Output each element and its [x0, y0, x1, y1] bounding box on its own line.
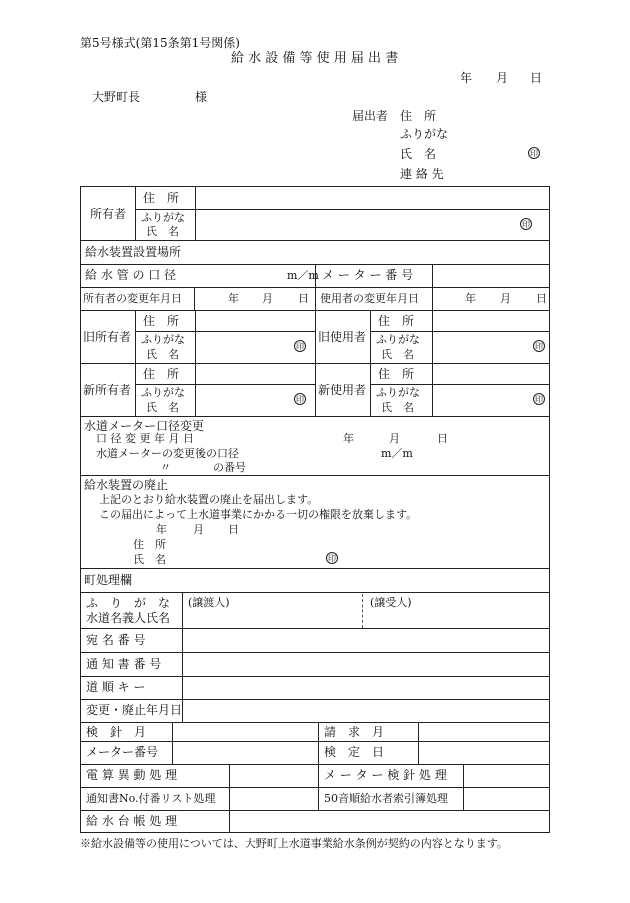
abolition-name-label: 氏 名 [133, 553, 166, 566]
transferor-label: (譲渡人) [188, 596, 230, 609]
owner-seal-icon: 印 [522, 220, 530, 229]
abolition-address-label: 住 所 [133, 538, 166, 551]
new-owner-seal-icon: 印 [296, 395, 304, 404]
owner-change-day: 日 [298, 292, 309, 305]
transferee-label: (譲受人) [370, 596, 412, 609]
meter-new-diameter-unit: m／m [381, 447, 413, 460]
inspection-date-label: 検 定 日 [324, 745, 385, 759]
form-title: 給 水 設 備 等 使 用 届 出 書 [231, 51, 399, 66]
old-user-label: 旧使用者 [318, 330, 367, 344]
applicant-seal-icon: 印 [530, 149, 538, 158]
new-user-seal-icon: 印 [535, 395, 543, 404]
abolition-day: 日 [228, 523, 239, 536]
owner-name-label: 氏 名 [146, 225, 179, 238]
old-user-furigana-label: ふりがな [376, 333, 420, 346]
meter-reading-processing-label: メ ー タ ー 検 針 処 理 [324, 768, 447, 782]
abolition-month: 月 [193, 523, 204, 536]
office-section-title: 町処理欄 [84, 573, 133, 587]
honorific: 様 [195, 90, 208, 104]
holder-name-label: 水道名義人氏名 [86, 611, 171, 625]
footer-note: ※給水設備等の使用については、大野町上水道事業給水条例が契約の内容となります。 [80, 837, 508, 850]
old-owner-address-label: 住 所 [143, 314, 180, 328]
date-year-label: 年 [460, 71, 473, 85]
installation-site-label: 給水装置設置場所 [85, 245, 182, 259]
reading-month-label: 検 針 月 [86, 725, 147, 739]
applicant-name-label: 氏 名 [400, 147, 437, 161]
owner-address-label: 住 所 [143, 191, 180, 205]
meter-change-date-label: 口 径 変 更 年 月 日 [96, 432, 194, 445]
route-key-label: 道 順 キ ー [86, 680, 146, 694]
holder-furigana-label: ふ り が な [86, 596, 171, 610]
old-owner-seal-icon: 印 [296, 342, 304, 351]
meter-change-title: 水道メーター口径変更 [84, 419, 205, 433]
meter-number-office-label: メーター番号 [86, 745, 159, 759]
old-user-name-label: 氏 名 [381, 348, 414, 361]
old-user-seal-icon: 印 [535, 342, 543, 351]
new-user-address-label: 住 所 [378, 367, 415, 381]
computer-processing-label: 電 算 異 動 処 理 [86, 768, 178, 782]
old-user-address-label: 住 所 [378, 314, 415, 328]
abolition-text-1: 上記のとおり給水装置の廃止を届出します。 [99, 493, 319, 506]
abolition-text-2: この届出によって上水道事業にかかる一切の権限を放棄します。 [99, 508, 418, 521]
new-user-furigana-label: ふりがな [376, 386, 420, 399]
index-book-processing-label: 50音順給水者索引簿処理 [324, 792, 448, 805]
applicant-label: 届出者 [352, 109, 389, 123]
meter-change-month: 月 [389, 432, 400, 445]
new-owner-address-label: 住 所 [143, 367, 180, 381]
new-owner-name-label: 氏 名 [146, 401, 179, 414]
user-change-month: 月 [500, 292, 511, 305]
meter-new-number-label: の番号 [213, 461, 246, 474]
pipe-diameter-label: 給 水 管 の 口 径 [85, 268, 177, 282]
meter-new-diameter-label: 水道メーターの変更後の口径 [96, 447, 239, 460]
date-month-label: 月 [496, 71, 509, 85]
abolition-title: 給水装置の廃止 [84, 478, 169, 492]
abolition-year: 年 [156, 523, 167, 536]
old-owner-label: 旧所有者 [83, 330, 132, 344]
form-number: 第5号様式(第15条第1号関係) [80, 36, 240, 50]
notice-list-processing-label: 通知書No.付番リスト処理 [86, 792, 216, 805]
notice-number-label: 通 知 書 番 号 [86, 657, 162, 671]
owner-change-year: 年 [228, 292, 239, 305]
billing-month-label: 請 求 月 [324, 725, 385, 739]
owner-label: 所有者 [90, 207, 127, 221]
owner-furigana-label: ふりがな [141, 211, 185, 224]
new-owner-furigana-label: ふりがな [141, 386, 185, 399]
old-owner-furigana-label: ふりがな [141, 333, 185, 346]
owner-change-date-label: 所有者の変更年月日 [83, 292, 182, 305]
applicant-furigana-label: ふりがな [400, 127, 449, 141]
change-abolition-date-label: 変更・廃止年月日 [86, 703, 183, 717]
old-owner-name-label: 氏 名 [146, 348, 179, 361]
user-change-date-label: 使用者の変更年月日 [320, 292, 419, 305]
new-owner-label: 新所有者 [83, 383, 132, 397]
meter-number-label: メ ー タ ー 番 号 [322, 268, 414, 282]
applicant-address-label: 住 所 [400, 109, 437, 123]
user-change-day: 日 [536, 292, 547, 305]
date-day-label: 日 [530, 71, 543, 85]
applicant-contact-label: 連 絡 先 [400, 167, 444, 181]
meter-change-day: 日 [437, 432, 448, 445]
address-number-label: 宛 名 番 号 [86, 633, 146, 647]
abolition-seal-icon: 印 [328, 554, 336, 563]
new-user-label: 新使用者 [318, 383, 367, 397]
owner-change-month: 月 [262, 292, 273, 305]
new-user-name-label: 氏 名 [381, 401, 414, 414]
addressee: 大野町長 [92, 90, 141, 104]
meter-change-year: 年 [343, 432, 354, 445]
user-change-year: 年 [465, 292, 476, 305]
ledger-processing-label: 給 水 台 帳 処 理 [86, 814, 178, 828]
pipe-diameter-unit: m／m [287, 269, 319, 282]
ditto-mark: 〃 [160, 461, 171, 474]
